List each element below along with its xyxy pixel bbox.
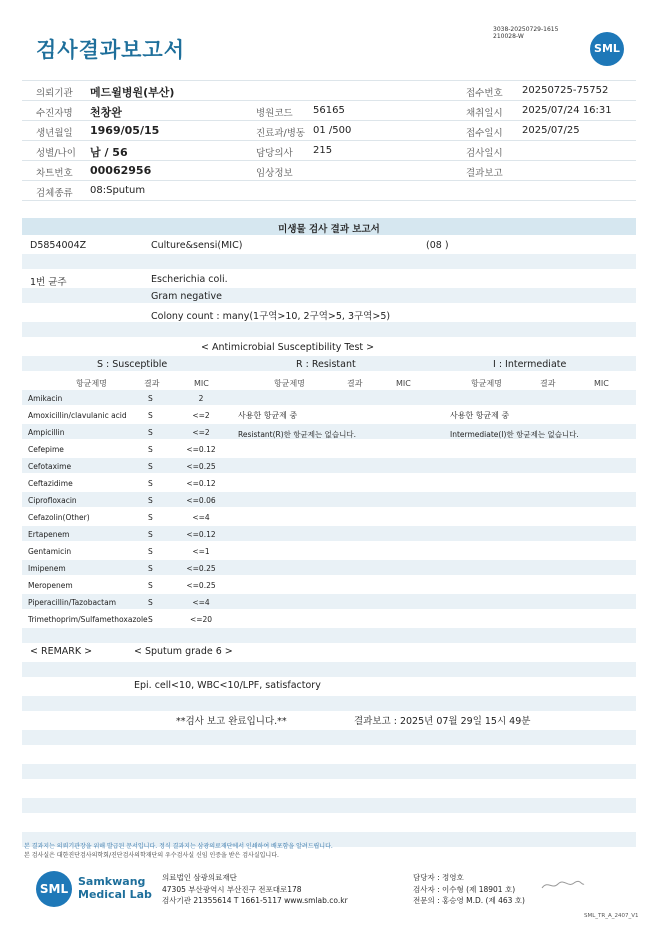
col-header-result: 결과 xyxy=(347,379,363,388)
hospital-code-value: 56165 xyxy=(313,105,345,116)
sml-footer-logo-text: SML xyxy=(39,882,69,896)
remark-label: < REMARK > xyxy=(30,646,93,657)
antibiotic-mic: <=0.06 xyxy=(186,496,216,505)
document-id-line2: 210028-W xyxy=(493,33,524,40)
dob-value: 1969/05/15 xyxy=(90,124,160,137)
section-header-band xyxy=(22,218,636,235)
antibiotic-result: S xyxy=(148,564,153,573)
antibiotic-result: S xyxy=(148,394,153,403)
antibiotic-name: Piperacillin/Tazobactam xyxy=(28,598,117,607)
footer-contact: 검사기관 21355614 T 1661-5117 www.smlab.co.kr xyxy=(162,896,348,905)
info-row xyxy=(22,80,636,100)
document-id xyxy=(493,26,558,40)
antibiotic-mic: <=1 xyxy=(192,547,210,556)
note-no-intermediate: Intermediate(I)한 항균제는 없습니다. xyxy=(450,430,579,439)
test-number: (08 ) xyxy=(426,240,449,251)
stripe xyxy=(22,696,636,711)
antibiotic-result: S xyxy=(148,581,153,590)
legend-susceptible: S : Susceptible xyxy=(97,359,168,370)
footer-address: 47305 부산광역시 부산진구 전포대로178 xyxy=(162,885,302,894)
antibiotic-name: Ciprofloxacin xyxy=(28,496,77,505)
ast-title: < Antimicrobial Susceptibility Test > xyxy=(201,342,375,353)
report-label: 결과보고 xyxy=(466,168,503,179)
antibiotic-name: Amoxicillin/clavulanic acid xyxy=(28,411,127,420)
info-row xyxy=(22,140,636,160)
section-title: 미생물 검사 결과 보고서 xyxy=(278,224,380,235)
received-label: 접수일시 xyxy=(466,128,503,139)
stripe xyxy=(22,628,636,643)
patient-value: 천창완 xyxy=(90,106,122,119)
note-no-resistant: Resistant(R)한 항균제는 없습니다. xyxy=(238,430,357,439)
col-header-mic: MIC xyxy=(594,379,609,388)
page-title: 검사결과보고서 xyxy=(36,38,186,62)
stripe xyxy=(22,764,636,779)
antibiotic-result: S xyxy=(148,513,153,522)
col-header-mic: MIC xyxy=(194,379,209,388)
antibiotic-mic: <=0.25 xyxy=(186,462,216,471)
stripe xyxy=(22,288,636,303)
stripe xyxy=(22,798,636,813)
remark-grade: < Sputum grade 6 > xyxy=(134,646,233,657)
organism-name: Escherichia coli. xyxy=(151,274,228,285)
chart-value: 00062956 xyxy=(90,164,152,177)
specialist-name: 전문의 : 홍승영 M.D. (제 463 호) xyxy=(413,896,525,905)
antibiotic-result: S xyxy=(148,411,153,420)
antibiotic-name: Ampicillin xyxy=(28,428,65,437)
dept-label: 진료과/병동 xyxy=(256,128,306,139)
col-header-agent: 항균제명 xyxy=(471,379,502,388)
lab-name xyxy=(78,875,152,901)
antibiotic-result: S xyxy=(148,496,153,505)
received-value: 2025/07/25 xyxy=(522,125,580,136)
col-header-mic: MIC xyxy=(396,379,411,388)
test-name: Culture&sensi(MIC) xyxy=(151,240,243,251)
doctor-label: 담당의사 xyxy=(256,148,293,159)
lab-name-line1: Samkwang xyxy=(78,875,146,888)
antibiotic-name: Cefotaxime xyxy=(28,462,72,471)
legend-resistant: R : Resistant xyxy=(296,359,356,370)
collect-value: 2025/07/24 16:31 xyxy=(522,105,612,116)
antibiotic-result: S xyxy=(148,445,153,454)
patient-label: 수진자명 xyxy=(36,108,73,119)
form-code: SML_TR_A_2407_V1 xyxy=(584,913,639,919)
col-header-agent: 항균제명 xyxy=(274,379,305,388)
antibiotic-name: Gentamicin xyxy=(28,547,72,556)
sex-age-value: 남 / 56 xyxy=(90,146,128,159)
stripe xyxy=(22,662,636,677)
info-row xyxy=(22,120,636,140)
antibiotic-mic: <=0.12 xyxy=(186,530,216,539)
signature-mark xyxy=(540,878,586,892)
antibiotic-mic: <=0.25 xyxy=(186,581,216,590)
dept-value: 01 /500 xyxy=(313,125,352,136)
antibiotic-mic: <=4 xyxy=(192,513,210,522)
antibiotic-mic: <=0.12 xyxy=(186,479,216,488)
antibiotic-mic: <=2 xyxy=(192,411,210,420)
sml-footer-logo xyxy=(36,871,72,907)
sml-logo-text: SML xyxy=(594,42,620,55)
info-row xyxy=(22,180,636,201)
stripe xyxy=(22,390,636,405)
antibiotic-name: Amikacin xyxy=(28,394,63,403)
antibiotic-name: Ceftazidime xyxy=(28,479,73,488)
footer-note-2: 본 검사실은 대한진단검사의학회/진단검사의학재단의 우수검사실 신임 인증을 받은 검사실입니다. xyxy=(24,852,279,859)
sml-logo xyxy=(590,32,624,66)
antibiotic-mic: 2 xyxy=(198,394,204,403)
staff-name: 담당자 : 정영호 xyxy=(413,873,464,882)
clinical-label: 임상정보 xyxy=(256,168,293,179)
antibiotic-name: Cefepime xyxy=(28,445,64,454)
doctor-value: 215 xyxy=(313,145,333,156)
chart-label: 차트번호 xyxy=(36,168,73,179)
report-complete-message: **검사 보고 완료입니다.** xyxy=(176,716,287,727)
footer-note-1: 본 결과지는 의뢰기관장을 위해 발급된 문서입니다. 정식 결과지는 삼광의료재단에서 인쇄하여 배포함을 알려드립니다. xyxy=(24,843,333,850)
antibiotic-name: Cefazolin(Other) xyxy=(28,513,90,522)
stripe xyxy=(22,560,636,575)
note-used-intermediate: 사용한 항균제 중 xyxy=(450,411,510,420)
stripe xyxy=(22,526,636,541)
sex-age-label: 성별/나이 xyxy=(36,148,76,159)
gram-stain: Gram negative xyxy=(151,291,222,302)
antibiotic-mic: <=4 xyxy=(192,598,210,607)
antibiotic-result: S xyxy=(148,615,153,624)
colony-count: Colony count : many(1구역>10, 2구역>5, 3구역>5) xyxy=(151,311,391,322)
footer-org: 의료법인 삼광의료재단 xyxy=(162,873,237,882)
col-header-result: 결과 xyxy=(144,379,160,388)
receipt-no-value: 20250725-75752 xyxy=(522,85,609,96)
tester-name: 검사자 : 이수형 (제 18901 호) xyxy=(413,885,516,894)
legend-intermediate: I : Intermediate xyxy=(493,359,567,370)
antibiotic-result: S xyxy=(148,479,153,488)
remark-detail: Epi. cell<10, WBC<10/LPF, satisfactory xyxy=(134,680,321,691)
antibiotic-name: Imipenem xyxy=(28,564,66,573)
antibiotic-result: S xyxy=(148,598,153,607)
antibiotic-mic: <=20 xyxy=(189,615,213,624)
col-header-result: 결과 xyxy=(540,379,556,388)
note-used-resistant: 사용한 항균제 중 xyxy=(238,411,298,420)
info-row xyxy=(22,100,636,120)
collect-label: 채취일시 xyxy=(466,108,503,119)
stripe xyxy=(22,322,636,337)
test-date-label: 검사일시 xyxy=(466,148,503,159)
antibiotic-name: Trimethoprim/Sulfamethoxazole xyxy=(28,615,148,624)
dob-label: 생년월일 xyxy=(36,128,73,139)
receipt-no-label: 접수번호 xyxy=(466,88,503,99)
antibiotic-mic: <=0.12 xyxy=(186,445,216,454)
isolate-label: 1번 균주 xyxy=(30,277,67,288)
test-code: D5854004Z xyxy=(30,240,87,251)
specimen-label: 검체종류 xyxy=(36,188,73,199)
hospital-code-label: 병원코드 xyxy=(256,108,293,119)
stripe xyxy=(22,254,636,269)
document-id-line1: 3038-20250729-1615 xyxy=(493,26,559,33)
agency-value: 메드윌병원(부산) xyxy=(90,86,175,99)
antibiotic-name: Meropenem xyxy=(28,581,73,590)
antibiotic-result: S xyxy=(148,428,153,437)
col-header-agent: 항균제명 xyxy=(76,379,107,388)
stripe xyxy=(22,458,636,473)
agency-label: 의뢰기관 xyxy=(36,88,73,99)
antibiotic-mic: <=0.25 xyxy=(186,564,216,573)
report-timestamp: 결과보고 : 2025년 07월 29일 15시 49분 xyxy=(354,716,531,727)
antibiotic-result: S xyxy=(148,462,153,471)
info-row xyxy=(22,160,636,180)
antibiotic-result: S xyxy=(148,530,153,539)
antibiotic-name: Ertapenem xyxy=(28,530,70,539)
stripe xyxy=(22,730,636,745)
lab-name-line2: Medical Lab xyxy=(78,888,152,901)
antibiotic-result: S xyxy=(148,547,153,556)
antibiotic-mic: <=2 xyxy=(192,428,210,437)
stripe xyxy=(22,492,636,507)
specimen-value: 08:Sputum xyxy=(90,185,146,196)
